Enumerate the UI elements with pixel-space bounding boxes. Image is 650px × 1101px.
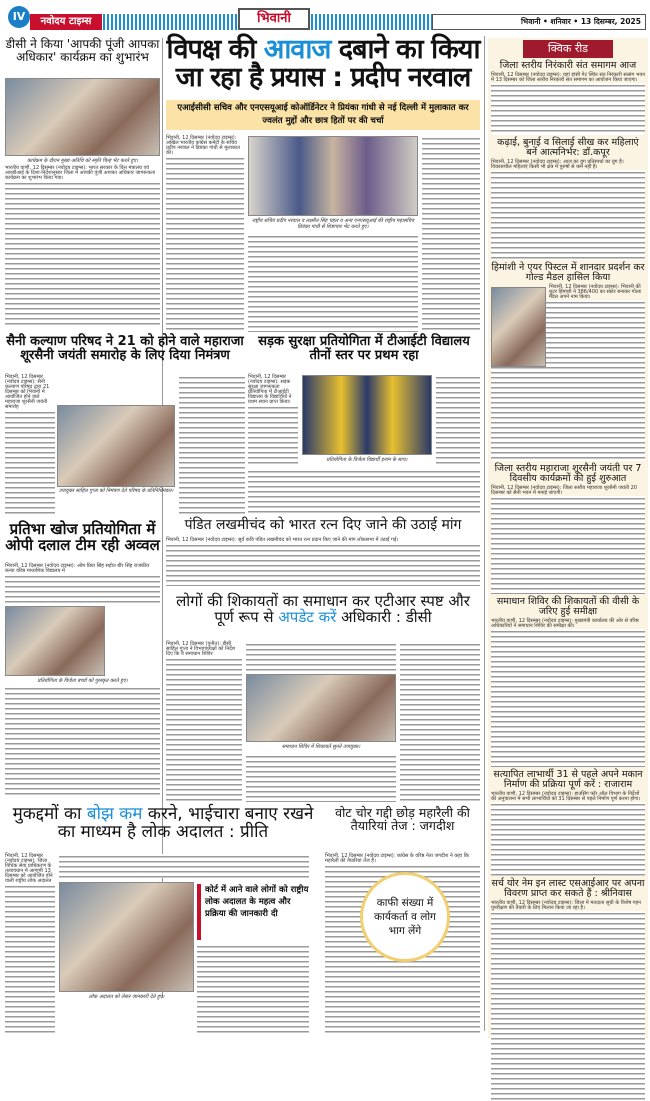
story-road-safety bbox=[248, 335, 480, 515]
article-body bbox=[246, 642, 396, 672]
article-body bbox=[436, 375, 480, 465]
quote-text: कोर्ट में आने वाले लोगों को राष्ट्रीय लोक अदालत के महत्व और प्रक्रिया की जानकारी दी bbox=[205, 885, 309, 919]
article-body bbox=[248, 375, 298, 465]
item-lead: भिवानी, 12 दिसम्बर (नवोदय टाइम्स): भिवानी की शूटर हिमांशी ने 386/400 का स्कोर बनाकर गोल्ड मैडल अपने नाम किया। bbox=[491, 285, 645, 300]
headline: सड़क सुरक्षा प्रतियोगिता में टीआईटी विद्यालय तीनों स्तर पर प्रथम रहा bbox=[258, 334, 470, 363]
story-saini bbox=[5, 335, 245, 520]
article-lead: भिवानी, 12 दिसम्बर (नवोदय टाइम्स): जिला विधिक सेवा प्राधिकरण के तत्वावधान में आगामी 13 दिसम्बर को आयोजित होने वाली राष्ट्रीय लोक अदालत bbox=[5, 854, 55, 884]
lead-subhead: एआईसीसी सचिव और एनएसयूआई कोऑर्डिनेटर ने प्रियंका गांधी से नई दिल्ली में मुलाकात कर ज्वलंत मुद्दों और छात्र हितों पर की चर्चा bbox=[166, 100, 480, 130]
story-vote-chor bbox=[325, 806, 480, 1036]
item-lead: भारतीय वाणी, 12 दिसम्बर (नवोदय टाइम्स): हाउसिंग फॉर ऑल विभाग के निर्देशों की अनुपालना में सभी लाभार्थियों को 31 दिसम्बर से पहले निर्माण पूर्ण करना होगा। bbox=[491, 792, 645, 802]
photo-caption: लोक अदालत को लेकर जानकारी देते हुए। bbox=[88, 994, 165, 1000]
lead-photo bbox=[248, 136, 418, 216]
quick-read-item bbox=[491, 770, 645, 876]
article-body bbox=[5, 854, 55, 1034]
item-headline: हिमांशी ने एयर पिस्टल में शानदार प्रदर्शन कर गोल्ड मैडल हासिल किया bbox=[491, 261, 645, 283]
article-lead: भिवानी, 12 दिसम्बर (नवोदय टाइम्स): सैनी कल्याण परिषद द्वारा 21 दिसम्बर को भिवानी में आयोजित होने वाले महाराजा शूरसैनी जयंती समारोह bbox=[5, 375, 55, 410]
article-body bbox=[248, 469, 480, 513]
quick-read-item bbox=[491, 879, 645, 1101]
item-headline: कढ़ाई, बुनाई व सिलाई सीख कर महिलाएं बनें आत्मनिर्भर: डॉ.कपूर bbox=[497, 136, 639, 158]
story-photo bbox=[5, 606, 105, 676]
quote-text: काफी संख्या में कार्यकर्ता व लोग भाग लेंगे bbox=[374, 897, 436, 937]
photo-caption: कार्यक्रम के दौरान मुख्य अतिथि को स्मृति चिन्ह भेंट करते हुए। bbox=[27, 158, 138, 164]
article-body bbox=[246, 754, 396, 802]
quick-read-item bbox=[491, 464, 645, 594]
photo-caption: प्रतियोगिता के विजेता विद्यार्थी इनाम के साथ। bbox=[326, 457, 408, 463]
article-lead: भारतीय वाणी, 12 दिसम्बर (नवोदय टाइम्स): भारत सरकार के वित्त मंत्रालय एवं आरबीआई के दिशा-निर्देशानुसार जिला में आपकी पूंजी आपका अधिकार जागरूकता कार्यक्रम का शुभारंभ किया गया। bbox=[5, 166, 160, 181]
item-lead: भारतीय वाणी, 12 दिसम्बर (नवोदय टाइम्स): मुख्यमंत्री कार्यालय की ओर से वरिष्ठ अधिकारियों ने समाधान शिविर की समीक्षा की। bbox=[491, 619, 645, 629]
story-photo bbox=[59, 882, 194, 992]
item-headline: सत्यापित लाभार्थी 31 से पहले अपने मकान निर्माण की प्रक्रिया पूर्ण करें : राजाराम bbox=[493, 768, 643, 790]
headline-part: मुकद्दमों का bbox=[12, 804, 87, 824]
item-headline: सर्च योर नेम इन लास्ट एसआईआर पर अपना विवरण प्राप्त कर सकते हैं : श्रीनिवास bbox=[491, 877, 645, 899]
article-body bbox=[422, 136, 480, 332]
lead-headline bbox=[166, 36, 480, 100]
article-lead: भिवानी, 12 दिसम्बर (नवोदय टाइम्स): कांग्रेस के वरिष्ठ नेता जगदीश ने कहा कि महारैली की तैयारियां तेज हैं। bbox=[325, 854, 480, 864]
item-headline: समाधान शिविर की शिकायतों की वीसी के जरिए हुई समीक्षा bbox=[496, 595, 640, 617]
article-body bbox=[5, 564, 160, 604]
quick-read-item bbox=[491, 263, 645, 461]
quick-read-panel bbox=[488, 38, 648, 1038]
article-lead: भिवानी, 12 दिसम्बर (नवोदय टाइम्स): ओम प्रिया सिंह सहोत बीर सिंह राजकीय कन्या वरिष्ठ माध्यमिक विद्यालय में bbox=[5, 564, 160, 574]
article-lead: भिवानी, 12 दिसम्बर (नवोदय टाइम्स): सूर्य कवि पंडित लखमीचंद को भारत रत्न प्रदान किए जाने की मांग लोकसभा में उठाई गई। bbox=[166, 538, 480, 543]
item-body bbox=[491, 486, 645, 594]
story-photo bbox=[246, 674, 396, 742]
item-body bbox=[491, 160, 645, 260]
story-photo bbox=[491, 287, 546, 367]
quick-read-item bbox=[491, 138, 645, 260]
headline-accent: बोझ कम bbox=[86, 804, 143, 824]
headline-part: लोगों की शिकायतों का समाधान कर एटीआर स्पष्ट और पूर्ण रूप से bbox=[176, 592, 470, 626]
column-divider bbox=[484, 36, 485, 1031]
article-lead: भिवानी, 12 दिसम्बर (नवोदय टाइम्स): अखिल भारतीय कांग्रेस कमेटी के सचिव प्रदीप नरवाल ने प्रियंका गांधी से मुलाकात की। bbox=[166, 136, 244, 156]
article-body bbox=[59, 854, 309, 878]
masthead bbox=[0, 0, 650, 36]
headline-part: दबाने का किया जा रहा है प्रयास : प्रदीप नरवाल bbox=[175, 34, 480, 94]
quick-read-item bbox=[491, 597, 645, 767]
story-pratibha bbox=[5, 522, 160, 802]
photo-caption: समाधान शिविर में शिकायतें सुनते उपायुक्त। bbox=[281, 744, 361, 750]
photo-caption: उपायुक्त साहिल गुप्ता को निमंत्रण देते परिषद के प्रतिनिधिमंडल। bbox=[58, 488, 174, 494]
story-atr bbox=[166, 594, 480, 804]
headline: पंडित लखमीचंद को भारत रत्न दिए जाने की उठाई मांग bbox=[184, 517, 462, 533]
headline: वोट चोर गद्दी छोड़ महारैली की तैयारियां तेज : जगदीश bbox=[335, 805, 470, 834]
article-lead: भिवानी, 12 दिसम्बर (नवोदय टाइम्स): सड़क सुरक्षा जागरूकता प्रतियोगिता में टीआईटी विद्यालय के विद्यार्थियों ने प्रथम स्थान प्राप्त किया। bbox=[248, 375, 298, 405]
date-line: भिवानी • शनिवार • 13 दिसम्बर, 2025 bbox=[432, 14, 646, 30]
headline-part: करने, भाईचारा बनाए रखने का माध्यम है लोक अदालत : प्रीति bbox=[57, 804, 314, 842]
headline-part: विपक्ष की bbox=[166, 34, 264, 65]
item-lead: भारतीय वाणी, 12 दिसम्बर (नवोदय टाइम्स): जिला में मतदाता सूची के विशेष गहन पुनरीक्षण की तैयारी के लिए मिलान किया जा रहा है। bbox=[491, 901, 645, 911]
story-photo bbox=[5, 78, 160, 156]
story-photo bbox=[57, 405, 175, 487]
section-title: भिवानी bbox=[238, 8, 310, 30]
article-body bbox=[179, 375, 245, 515]
item-body bbox=[491, 792, 645, 876]
photo-caption: प्रतियोगिता के विजेता बच्चों को पुरस्कृत करते हुए। bbox=[37, 678, 128, 684]
story-dc-program bbox=[5, 38, 160, 330]
article-body bbox=[166, 642, 242, 802]
headline-accent: आवाज bbox=[263, 34, 331, 65]
photo-caption: राष्ट्रीय सचिव प्रदीप नरवाल व लक्ष्मीत सिंह चहल व अन्य एनएसयूआई की राष्ट्रीय महासचिव प्रियंका गांधी से शिष्टाचार भेंट करते हुए। bbox=[251, 218, 415, 230]
headline bbox=[166, 594, 480, 638]
item-lead: भिवानी, 12 दिसम्बर (नवोदय टाइम्स): यहां हांसी गेट स्थित संत निरंकारी सत्संग भवन में 13 दिसम्बर को जिला स्तरीय निरंकारी संत समागम का आयोजन किया जाएगा। bbox=[491, 71, 645, 83]
article-body bbox=[400, 642, 480, 802]
headline: प्रतिभा खोज प्रतियोगिता में ओपी दलाल टीम रही अव्वल bbox=[5, 520, 160, 554]
headline-accent: अपडेट करें bbox=[278, 607, 337, 626]
item-body bbox=[491, 285, 645, 461]
story-photo bbox=[302, 375, 432, 455]
paper-logo: नवोदय टाइम्स bbox=[30, 14, 102, 30]
quick-read-title: क्विक रीड bbox=[523, 40, 613, 58]
quick-read-item bbox=[491, 61, 645, 135]
headline bbox=[5, 806, 321, 852]
item-headline: जिला स्तरीय निरंकारी संत समागम आज bbox=[499, 60, 637, 71]
item-lead: भिवानी, 12 दिसम्बर (नवोदय टाइम्स): जिला स्तरीय महाराजा शूरसैनी जयंती 20 दिसम्बर को सैनी भवन में मनाई जाएगी। bbox=[491, 486, 645, 496]
quick-read-list bbox=[491, 61, 645, 1101]
headline: सैनी कल्याण परिषद ने 21 को होने वाले महाराजा शूरसैनी जयंती समारोह के लिए दिया निमंत्रण bbox=[6, 334, 244, 363]
pull-quote bbox=[197, 884, 309, 940]
article-body bbox=[5, 375, 55, 515]
article-body bbox=[197, 944, 309, 1034]
item-body bbox=[491, 901, 645, 1101]
pull-quote-circle bbox=[360, 872, 450, 962]
article-body bbox=[5, 686, 160, 796]
article-lead: भिवानी, 12 दिसम्बर (पुनीत): डीसी साहिल गुप्ता ने विभागाध्यक्षों को निर्देश दिए कि वे समाधान शिविर bbox=[166, 642, 242, 657]
item-headline: जिला स्तरीय महाराजा शूरसैनी जयंती पर 7 दिवसीय कार्यक्रमों की हुई शुरुआत bbox=[494, 462, 642, 484]
story-lok-adalat bbox=[5, 806, 321, 1036]
item-body bbox=[491, 619, 645, 767]
article-body bbox=[5, 166, 160, 326]
page-number: IV bbox=[8, 6, 30, 28]
item-lead: भिवानी, 12 दिसम्बर (नवोदय टाइम्स): आज का युग प्रतिस्पर्धा का युग है। विकासशील महिलाएं किसी भी क्षेत्र में पुरुषों से कम नहीं हैं। bbox=[491, 160, 645, 170]
lead-story bbox=[166, 36, 480, 332]
headline-part: अधिकारी : डीसी bbox=[336, 607, 432, 626]
article-body bbox=[248, 234, 418, 332]
item-body bbox=[491, 73, 645, 135]
story-lakhmichand bbox=[166, 518, 480, 590]
article-body bbox=[166, 538, 480, 586]
headline: डीसी ने किया 'आपकी पूंजी आपका अधिकार' कार्यक्रम का शुभारंभ bbox=[5, 37, 160, 64]
article-body bbox=[166, 136, 244, 332]
